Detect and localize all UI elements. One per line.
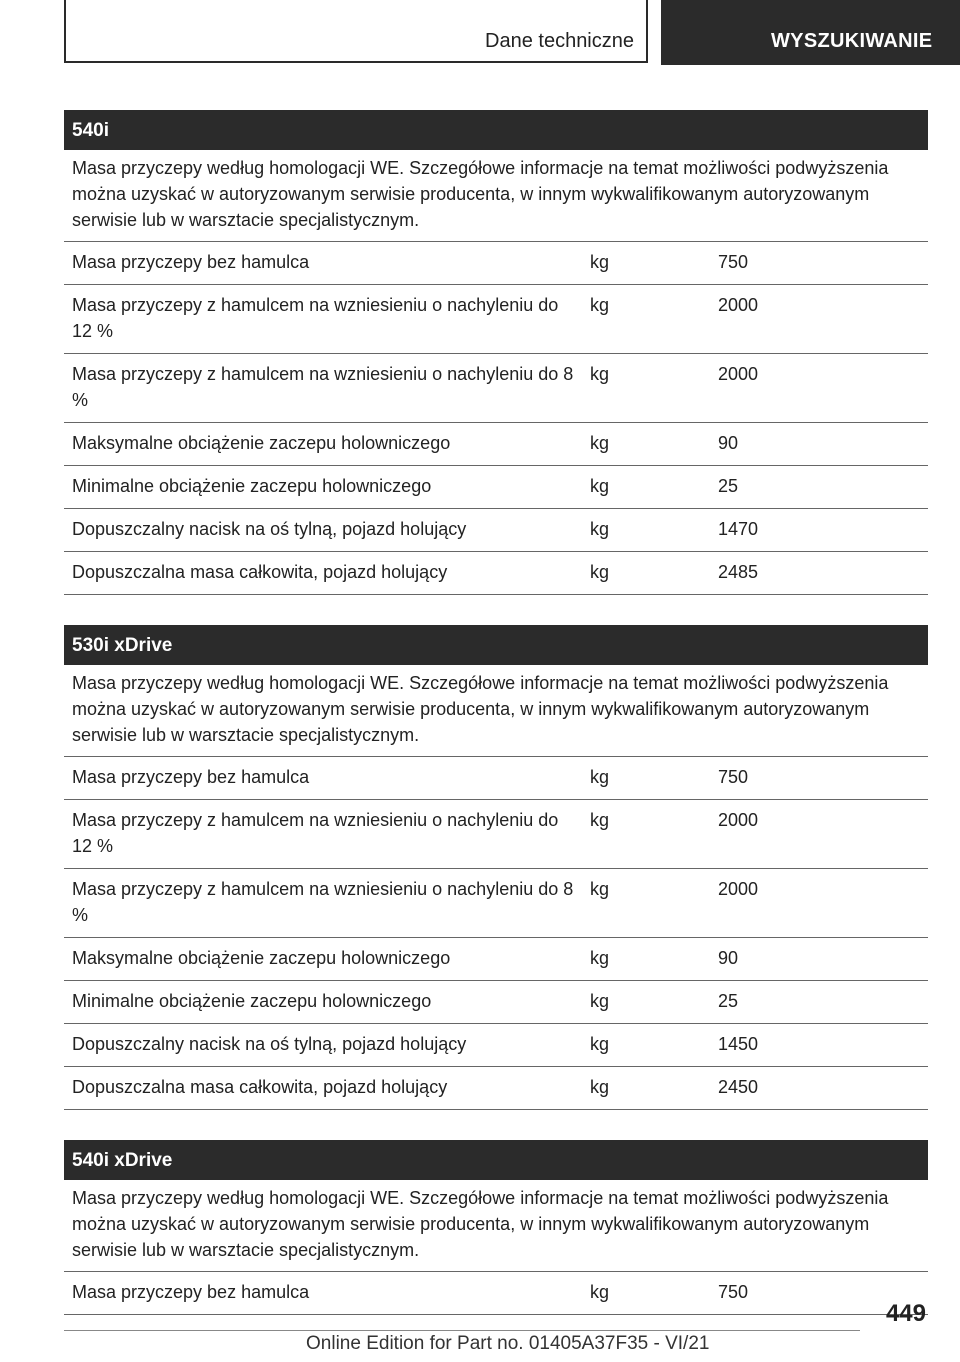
section-title: 530i xDrive <box>64 625 928 665</box>
table-row <box>64 1067 928 1110</box>
spec-unit: kg <box>590 476 610 496</box>
section-title: 540i xDrive <box>64 1140 928 1180</box>
page-header <box>0 0 960 66</box>
spec-label: Dopuszczalny nacisk na oś tylną, pojazd holujący <box>72 519 467 539</box>
tab-wyszukiwanie-label: WYSZUKIWANIE <box>771 30 933 52</box>
spec-value: 1470 <box>718 519 759 539</box>
spec-label: Masa przyczepy z hamulcem na wzniesieniu o nachyleniu do 12 % <box>72 295 559 341</box>
spec-unit: kg <box>590 433 610 453</box>
spec-value: 90 <box>718 433 739 453</box>
table-row <box>64 981 928 1024</box>
table-row <box>64 285 928 354</box>
table-row <box>64 757 928 800</box>
spec-label: Maksymalne obciążenie zaczepu holowniczego <box>72 433 451 453</box>
spec-section <box>64 625 928 1110</box>
spec-value: 2485 <box>718 562 759 582</box>
spec-unit: kg <box>590 1077 610 1097</box>
spec-unit: kg <box>590 519 610 539</box>
tab-wyszukiwanie[interactable] <box>661 0 960 65</box>
page-number: 449 <box>885 1300 926 1327</box>
spec-label: Masa przyczepy z hamulcem na wzniesieniu o nachyleniu do 12 % <box>72 810 559 856</box>
spec-content <box>64 110 928 1345</box>
table-row <box>64 423 928 466</box>
spec-value: 750 <box>718 252 749 272</box>
spec-unit: kg <box>590 1034 610 1054</box>
spec-label: Dopuszczalna masa całkowita, pojazd holujący <box>72 1077 448 1097</box>
tab-dane-techniczne-label: Dane techniczne <box>485 30 634 52</box>
spec-label: Dopuszczalny nacisk na oś tylną, pojazd holujący <box>72 1034 467 1054</box>
spec-label: Masa przyczepy z hamulcem na wzniesieniu o nachyleniu do 8 % <box>72 879 574 925</box>
spec-value: 25 <box>718 476 739 496</box>
table-row <box>64 938 928 981</box>
spec-unit: kg <box>590 562 610 582</box>
section-description: Masa przyczepy według homologacji WE. Szczegółowe informacje na temat możliwości podwyższenia można uzyskać w autoryzowanym serwisie producenta, w innym wykwalifikowanym autoryzowanym serwisie lub w warsztacie specjalistycznym. <box>64 1180 928 1272</box>
spec-unit: kg <box>590 767 610 787</box>
spec-unit: kg <box>590 364 610 384</box>
table-row <box>64 242 928 285</box>
spec-section <box>64 110 928 595</box>
tab-dane-techniczne[interactable] <box>64 0 648 63</box>
spec-label: Masa przyczepy bez hamulca <box>72 252 310 272</box>
spec-label: Masa przyczepy z hamulcem na wzniesieniu o nachyleniu do 8 % <box>72 364 574 410</box>
spec-unit: kg <box>590 879 610 899</box>
spec-unit: kg <box>590 295 610 315</box>
table-row <box>64 869 928 938</box>
table-row <box>64 552 928 595</box>
table-row <box>64 354 928 423</box>
spec-unit: kg <box>590 1282 610 1302</box>
spec-label: Minimalne obciążenie zaczepu holowniczego <box>72 991 432 1011</box>
spec-label: Maksymalne obciążenie zaczepu holowniczego <box>72 948 451 968</box>
table-row <box>64 1272 928 1315</box>
spec-value: 2000 <box>718 879 759 899</box>
spec-label: Dopuszczalna masa całkowita, pojazd holujący <box>72 562 448 582</box>
table-row <box>64 466 928 509</box>
spec-value: 2000 <box>718 364 759 384</box>
spec-value: 2000 <box>718 295 759 315</box>
table-row <box>64 1024 928 1067</box>
edition-note: Online Edition for Part no. 01405A37F35 - VI/21 <box>306 1333 710 1354</box>
spec-value: 2450 <box>718 1077 759 1097</box>
spec-value: 25 <box>718 991 739 1011</box>
spec-value: 90 <box>718 948 739 968</box>
section-description: Masa przyczepy według homologacji WE. Szczegółowe informacje na temat możliwości podwyższenia można uzyskać w autoryzowanym serwisie producenta, w innym wykwalifikowanym autoryzowanym serwisie lub w warsztacie specjalistycznym. <box>64 665 928 757</box>
spec-value: 2000 <box>718 810 759 830</box>
spec-label: Minimalne obciążenie zaczepu holowniczego <box>72 476 432 496</box>
spec-unit: kg <box>590 810 610 830</box>
spec-unit: kg <box>590 991 610 1011</box>
spec-value: 1450 <box>718 1034 759 1054</box>
spec-value: 750 <box>718 1282 749 1302</box>
spec-section <box>64 1140 928 1315</box>
section-description: Masa przyczepy według homologacji WE. Szczegółowe informacje na temat możliwości podwyższenia można uzyskać w autoryzowanym serwisie producenta, w innym wykwalifikowanym autoryzowanym serwisie lub w warsztacie specjalistycznym. <box>64 150 928 242</box>
section-title: 540i <box>64 110 928 150</box>
spec-label: Masa przyczepy bez hamulca <box>72 1282 310 1302</box>
footer-divider <box>64 1330 860 1331</box>
spec-unit: kg <box>590 948 610 968</box>
table-row <box>64 509 928 552</box>
spec-label: Masa przyczepy bez hamulca <box>72 767 310 787</box>
table-row <box>64 800 928 869</box>
spec-unit: kg <box>590 252 610 272</box>
spec-value: 750 <box>718 767 749 787</box>
